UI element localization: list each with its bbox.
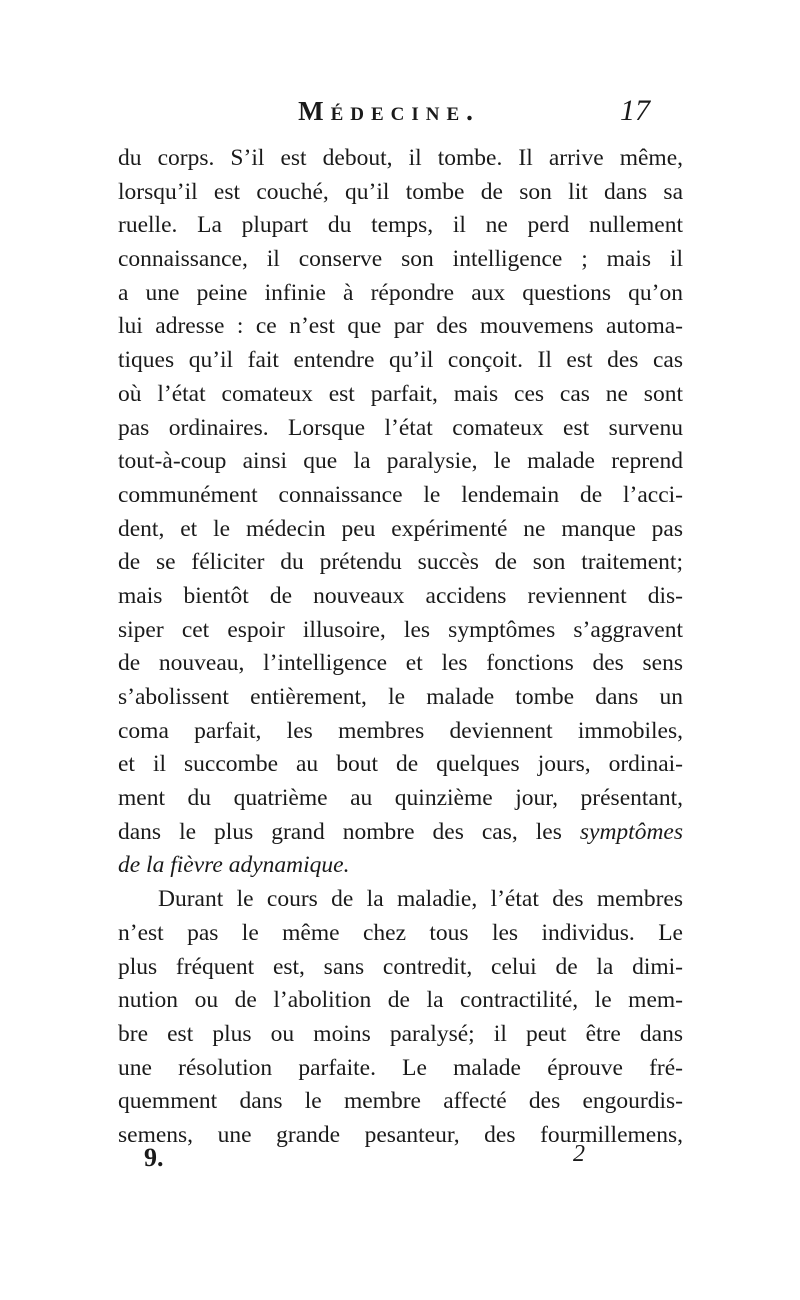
- text-line: de se féliciter du prétendu succès de son traitement;: [118, 549, 683, 576]
- text-line: tiques qu’il fait entendre qu’il conçoit. Il est des cas: [118, 347, 683, 374]
- text-line: et il succombe au bout de quelques jours, ordinai-: [118, 751, 683, 778]
- text-line: ment du quatrième au quinzième jour, présentant,: [118, 785, 683, 812]
- text-line: du corps. S’il est debout, il tombe. Il arrive même,: [118, 145, 683, 171]
- text-line-mixed: [118, 816, 683, 850]
- text-line: lui adresse : ce n’est que par des mouvemens automa-: [118, 313, 683, 340]
- text-line: pas ordinaires. Lorsque l’état comateux est survenu: [118, 414, 683, 441]
- text-line: connaissance, il conserve son intelligence ; mais il: [118, 246, 683, 273]
- page-title: Médecine.: [298, 96, 480, 126]
- text-line: dent, et le médecin peu expérimenté ne manque pas: [118, 515, 683, 542]
- text-line: nution ou de l’abolition de la contractilité, le mem-: [118, 987, 683, 1014]
- text-line: où l’état comateux est parfait, mais ces cas ne sont: [118, 380, 683, 407]
- text-line: bre est plus ou moins paralysé; il peut être dans: [118, 1020, 683, 1047]
- text-line: communément connaissance le lendemain de l’acci-: [118, 481, 683, 508]
- text-line: n’est pas le même chez tous les individus. Le: [118, 919, 683, 946]
- text-line: a une peine infinie à répondre aux questions qu’on: [118, 279, 683, 306]
- text-line: lorsqu’il est couché, qu’il tombe de son lit dans sa: [118, 178, 683, 205]
- text-line: de nouveau, l’intelligence et les fonctions des sens: [118, 650, 683, 677]
- text-line: semens, une grande pesanteur, des fourmillemens,: [118, 1121, 683, 1148]
- text-segment: dans le plus grand nombre des cas, les: [118, 818, 580, 845]
- italic-term: de la fièvre adynamique.: [118, 852, 350, 879]
- page-footer: [118, 1143, 683, 1179]
- catchword: 2: [573, 1141, 585, 1167]
- paragraph-start-line: Durant le cours de la maladie, l’état des membres: [158, 886, 683, 913]
- text-line: ruelle. La plupart du temps, il ne perd nullement: [118, 212, 683, 239]
- signature-mark: 9.: [144, 1143, 164, 1172]
- italic-term: symptômes: [579, 818, 683, 845]
- text-line: coma parfait, les membres deviennent immobiles,: [118, 717, 683, 744]
- text-line: siper cet espoir illusoire, les symptômes s’aggravent: [118, 616, 683, 643]
- text-line: plus fréquent est, sans contredit, celui de la dimi-: [118, 953, 683, 980]
- text-line: mais bientôt de nouveaux accidens reviennent dis-: [118, 582, 683, 609]
- text-line: s’abolissent entièrement, le malade tombe dans un: [118, 684, 683, 710]
- text-line: tout-à-coup ainsi que la paralysie, le malade reprend: [118, 448, 683, 475]
- page-number: 17: [620, 94, 650, 127]
- body-text: [118, 142, 683, 1153]
- text-line: une résolution parfaite. Le malade éprouve fré-: [118, 1054, 683, 1081]
- text-line-italic: [118, 849, 683, 883]
- text-line: quemment dans le membre affecté des engourdis-: [118, 1088, 683, 1115]
- running-head: [118, 96, 660, 136]
